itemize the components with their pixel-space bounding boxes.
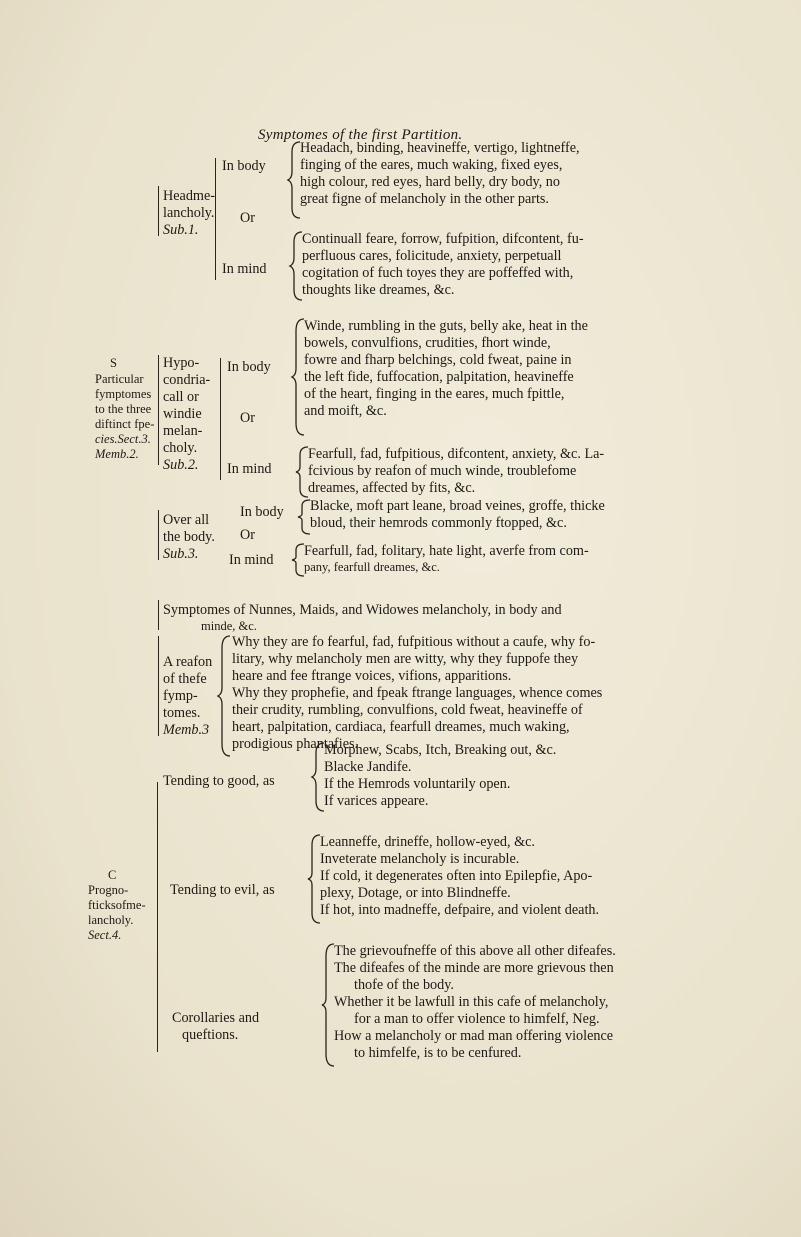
text-line: cogitation of fuch toyes they are poffeffed with, [302,265,574,281]
particular-mark: S [110,356,117,370]
head-label-line: Headme- [163,188,215,204]
progno-bracket [157,782,158,1052]
text-line: Symptomes of Nunnes, Maids, and Widowes melancholy, in body and [163,602,562,618]
text-line: Winde, rumbling in the guts, belly ake, heat in the [304,318,588,334]
overall-label-line: Sub.3. [163,546,199,562]
nuns-text [163,602,562,634]
hypo-body-text [304,318,588,420]
margin-line: Progno- [88,883,129,897]
head-label [163,188,215,239]
text-line: to himfelfe, is to be cenfured. [354,1045,522,1061]
text-line: fowre and fharp belchings, cold fweat, paine in [304,352,572,368]
margin-line: fymptomes [95,387,152,401]
overall-body-text [310,498,605,532]
text-line: Why they prophefie, and fpeak ftrange languages, whence comes [232,685,603,701]
margin-line: C [108,868,117,882]
overall-bracket [158,510,159,560]
text-line: litary, why melancholy men are witty, why they fuppofe they [232,651,579,667]
text-line: Blacke, moft part leane, broad veines, groffe, thicke [310,498,605,514]
text-line: pany, fearfull dreames, &c. [304,560,440,574]
hypo-in-body-label: In body [227,359,271,375]
hypo-in-mind-label: In mind [227,461,272,477]
hypo-label-line: Hypo- [163,355,200,371]
text-line: If the Hemrods voluntarily open. [324,776,511,792]
head-bracket [158,186,159,236]
hypo-label-line: condria- [163,372,211,388]
corollaries-label-line: queftions. [182,1027,239,1043]
reason-label [163,654,212,739]
margin-line: fticksofme- [88,898,146,912]
head-in-body-label: In body [222,158,266,174]
head-label-line: Sub.1. [163,222,199,238]
corollaries-text [334,943,616,1062]
text-line: heart, palpitation, cardiaca, fearfull dreames, much waking, [232,719,570,735]
head-in-mind-label: In mind [222,261,267,277]
text-line: great figne of melancholy in the other parts. [300,191,549,207]
progno-label [88,868,146,943]
margin-line: Memb.2. [95,447,139,461]
text-line: Fearfull, fad, folitary, hate light, averfe from com- [304,543,589,559]
hypo-label [163,355,210,474]
margin-line: to the three [95,402,152,416]
reason-label-line: A reafon [163,654,213,670]
corollaries-label-line: Corollaries and [172,1010,260,1026]
head-body-text [300,140,580,208]
overall-label [163,512,215,563]
hypo-label-line: melan- [163,423,203,439]
text-line: Fearfull, fad, fufpitious, difcontent, anxiety, &c. La- [308,446,605,462]
margin-line: diftinct fpe- [95,417,155,431]
text-line: perfluous cares, folicitude, anxiety, perpetuall [302,248,562,264]
text-line: bowels, convulfions, crudities, fhort winde, [304,335,551,351]
text-line: prodigious phantafies. [232,736,359,752]
overall-label-line: the body. [163,529,215,545]
hypo-mind-text [308,446,604,497]
text-line: If varices appeare. [324,793,429,809]
text-line: The difeafes of the minde are more grievous then [334,960,614,976]
text-line: for a man to offer violence to himfelf, Neg. [354,1011,600,1027]
margin-line: cies.Sect.3. [95,432,151,446]
margin-line: Sect.4. [88,928,122,942]
hypo-label-line: windie [163,406,202,422]
particular-bracket [158,355,159,465]
evil-label: Tending to evil, as [170,882,275,898]
reason-brace [218,634,232,758]
overall-in-body-label: In body [240,504,284,520]
overall-in-mind-label: In mind [229,552,274,568]
good-label: Tending to good, as [163,773,275,789]
head-label-line: lancholy. [163,205,215,221]
text-line: minde, &c. [201,619,257,633]
text-line: plexy, Dotage, or into Blindneffe. [320,885,511,901]
corollaries-label [172,1010,259,1044]
text-line: Blacke Jandife. [324,759,412,775]
text-line: Headach, binding, heavineffe, vertigo, lightneffe, [300,140,580,156]
text-line: How a melancholy or mad man offering violence [334,1028,614,1044]
text-line: fcivious by reafon of much winde, troublefome [308,463,577,479]
head-mind-text [302,231,584,299]
nuns-bracket [158,600,159,630]
text-line: Inveterate melancholy is incurable. [320,851,520,867]
particular-label [95,372,154,462]
text-line: dreames, affected by fits, &c. [308,480,476,496]
reason-label-line: fymp- [163,688,198,704]
hypo-label-line: Sub.2. [163,457,199,473]
text-line: Morphew, Scabs, Itch, Breaking out, &c. [324,742,557,758]
overall-mind-text [304,543,589,575]
text-line: of the heart, finging in the eares, much fpittle, [304,386,565,402]
text-line: Whether it be lawfull in this cafe of melancholy, [334,994,609,1010]
text-line: If hot, into madneffe, defpaire, and violent death. [320,902,600,918]
text-line: Why they are fo fearful, fad, fufpitious without a caufe, why fo- [232,634,596,650]
text-line: finging of the eares, much waking, fixed eyes, [300,157,563,173]
reason-bracket [158,636,159,736]
text-line: their crudity, rumbling, convulfions, cold fweat, heavineffe of [232,702,583,718]
good-text [324,742,556,810]
text-line: thofe of the body. [354,977,454,993]
text-line: and moift, &c. [304,403,387,419]
reason-label-line: Memb.3 [163,722,210,738]
head-sub-bracket [215,158,216,280]
reason-label-line: of thefe [163,671,207,687]
text-line: Leanneffe, drineffe, hollow-eyed, &c. [320,834,535,850]
margin-line: Particular [95,372,144,386]
text-line: thoughts like dreames, &c. [302,282,455,298]
hypo-or-label: Or [240,410,255,426]
text-line: Continuall feare, forrow, fufpition, difcontent, fu- [302,231,584,247]
reason-label-line: tomes. [163,705,201,721]
head-or-label: Or [240,210,255,226]
text-line: The grievoufneffe of this above all other difeafes. [334,943,616,959]
hypo-label-line: choly. [163,440,198,456]
margin-line: lancholy. [88,913,134,927]
text-line: heare and fee ftrange voices, vifions, apparitions. [232,668,512,684]
overall-or-label: Or [240,527,255,543]
text-line: the left fide, fuffocation, palpitation, heavineffe [304,369,574,385]
overall-label-line: Over all [163,512,210,528]
hypo-label-line: call or [163,389,199,405]
text-line: If cold, it degenerates often into Epilepfie, Apo- [320,868,593,884]
running-header: Symptomes of the first Partition. [258,127,463,143]
evil-text [320,834,599,919]
hypo-sub-bracket [220,358,221,480]
reason-text [232,634,602,753]
text-line: bloud, their hemrods commonly ftopped, &c. [310,515,567,531]
text-line: high colour, red eyes, hard belly, dry body, no [300,174,560,190]
